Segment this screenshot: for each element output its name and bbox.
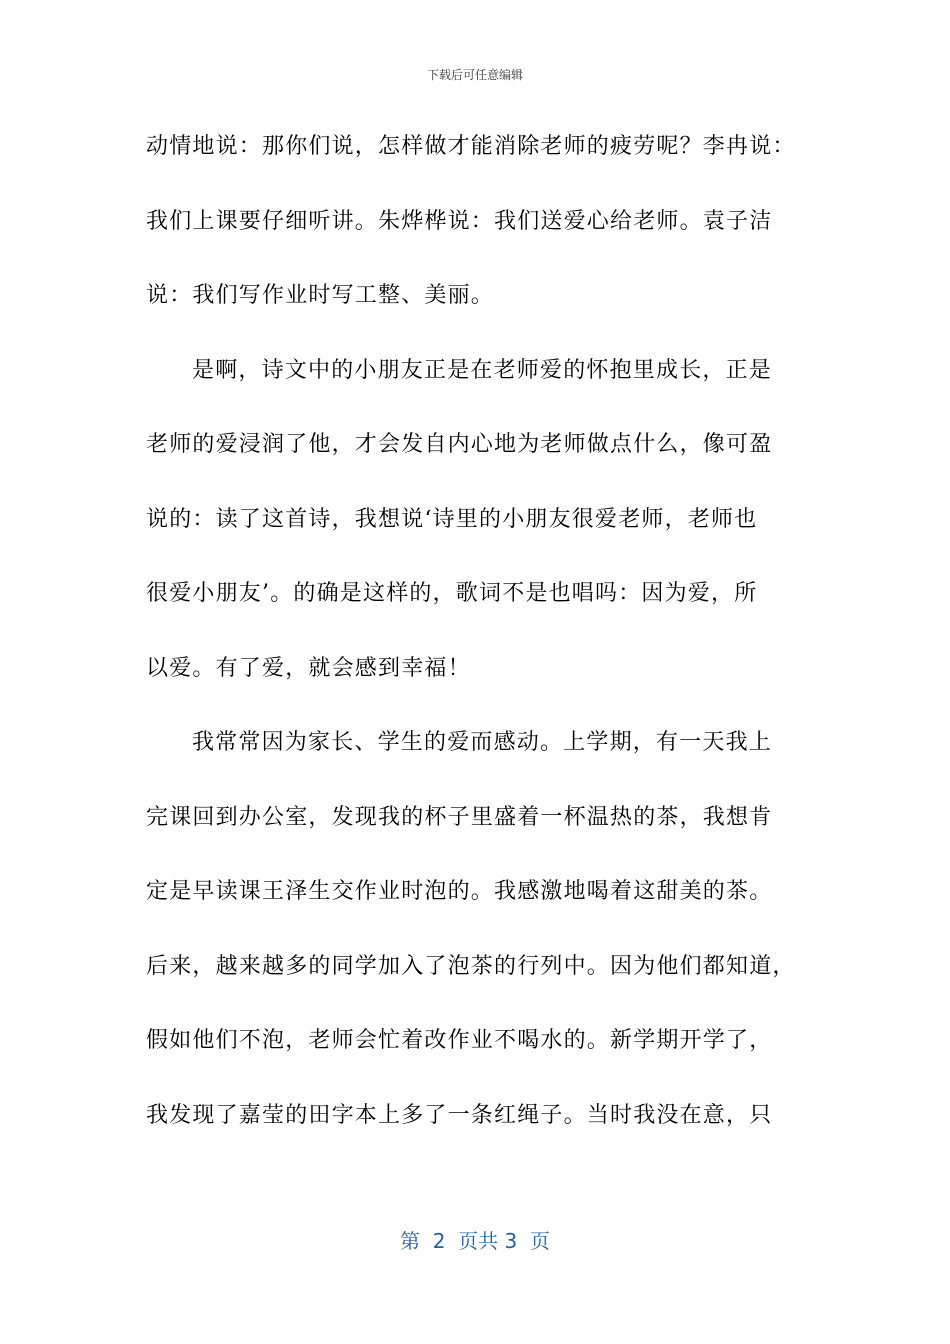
text-line: 我发现了嘉莹的田字本上多了一条红绳子。当时我没在意，只 (146, 1102, 773, 1128)
text-line: 很爱小朋友’。的确是这样的，歌词不是也唱吗：因为爱，所 (146, 581, 758, 606)
text-line: 完课回到办公室，发现我的杯子里盛着一杯温热的茶，我想肯 (146, 804, 773, 830)
text-line: 动情地说：那你们说，怎样做才能消除老师的疲劳呢？李冉说： (146, 134, 796, 159)
text-line: 是啊，诗文中的小朋友正是在老师爱的怀抱里成长，正是 (192, 357, 773, 383)
text-line: 老师的爱浸润了他，才会发自内心地为老师做点什么，像可盈 (146, 432, 773, 457)
text-line: 我们上课要仔细听讲。朱烨桦说：我们送爱心给老师。袁子洁 (146, 208, 773, 234)
text-line: 以爱。有了爱，就会感到幸福！ (146, 655, 471, 681)
text-line: 定是早读课王泽生交作业时泡的。我感激地喝着这甜美的茶。 (146, 879, 773, 904)
text-line: 我常常因为家长、学生的爱而感动。上学期，有一天我上 (192, 730, 773, 755)
text-line: 说：我们写作业时写工整、美丽。 (146, 283, 495, 308)
page-header: 下载后可任意编辑 (426, 68, 523, 82)
document-body (146, 124, 806, 1167)
text-line: 假如他们不泡，老师会忙着改作业不喝水的。新学期开学了， (146, 1028, 773, 1053)
text-line: 后来，越来越多的同学加入了泡茶的行列中。因为他们都知道， (146, 953, 796, 979)
text-line: 说的：读了这首诗，我想说‘诗里的小朋友很爱老师，老师也 (146, 506, 758, 532)
page-footer: 第 2 页共 3 页 (400, 1229, 550, 1253)
